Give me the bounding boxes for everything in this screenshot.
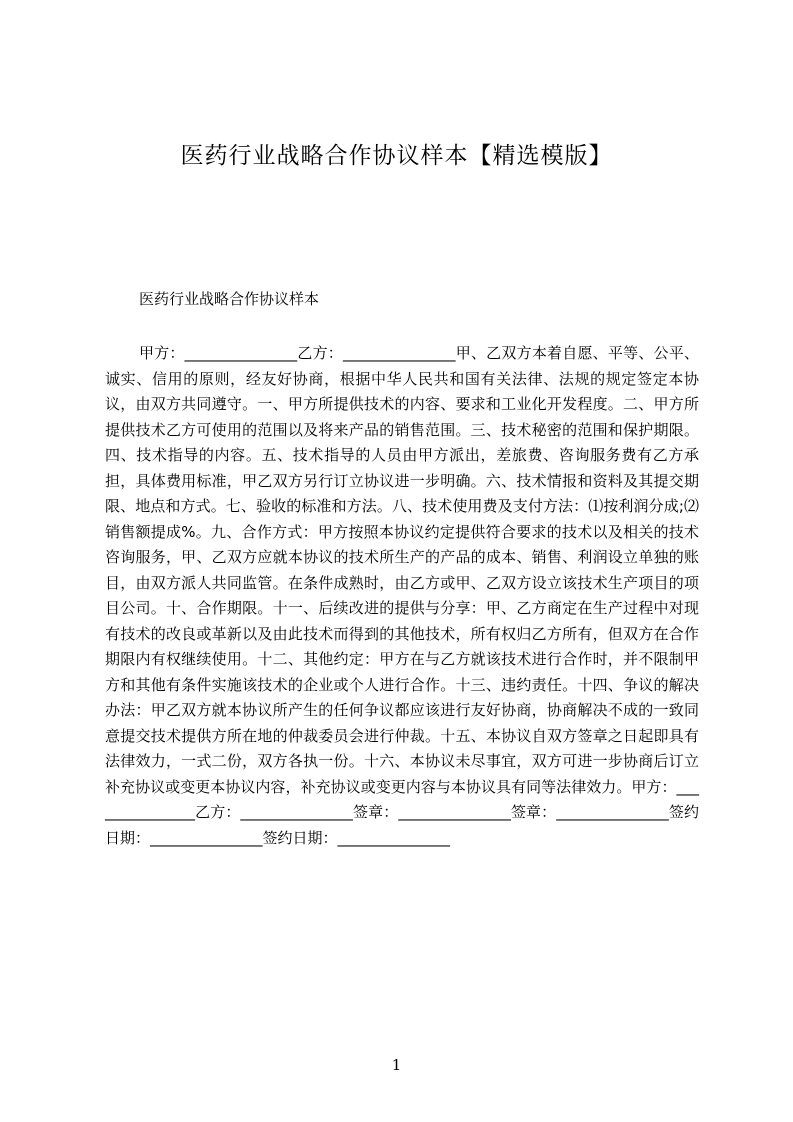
agreement-body-paragraph: 甲方：_______________乙方：_______________甲、乙双方本着自愿、平等、公平、诚实、信用的原则，经友好协商，根据中华人民共和国有关法律、法规的规定签定本协议，由双方共同遵守。一、甲方所提供技术的内容、要求和工业化开发程度。二、甲方所提供技术乙方可使用的范围以及将来产品的销售范围。三、技术秘密的范围和保护期限。四、技术指导的内容。五、技术指导的人员由甲方派出，差旅费、咨询服务费有乙方承担，具体费用标准，甲乙双方另行订立协议进一步明确。六、技术情报和资料及其提交期限、地点和方式。七、验收的标准和方法。八、技术使用费及支付方法：⑴按利润分成;⑵销售额提成%。九、合作方式：甲方按照本协议约定提供符合要求的技术以及相关的技术咨询服务，甲、乙双方应就本协议的技术所生产的产品的成本、销售、利润设立单独的账目，由双方派人共同监管。在条件成熟时，由乙方或甲、乙双方设立该技术生产项目的项目公司。十、合作期限。十一、后续改进的提供与分享：甲、乙方商定在生产过程中对现有技术的改良或革新以及由此技术而得到的其他技术，所有权归乙方所有，但双方在合作期限内有权继续使用。十二、其他约定：甲方在与乙方就该技术进行合作时，并不限制甲方和其他有条件实施该技术的企业或个人进行合作。十三、违约责任。十四、争议的解决办法：甲乙双方就本协议所产生的任何争议都应该进行友好协商，协商解决不成的一致同意提交技术提供方所在地的仲裁委员会进行仲裁。十五、本协议自双方签章之日起即具有法律效力，一式二份，双方各执一份。十六、本协议未尽事宜，双方可进一步协商后订立补充协议或变更本协议内容，补充协议或变更内容与本协议具有同等法律效力。甲方：_______________乙方：_______________签章：_______________签章：_______________签约日期：_______________签约日期：_______________ — [105, 344, 699, 847]
document-subtitle: 医药行业战略合作协议样本 — [139, 290, 320, 308]
page-number: 1 — [391, 1056, 402, 1074]
document-title: 医药行业战略合作协议样本【精选模版】 — [180, 143, 613, 169]
